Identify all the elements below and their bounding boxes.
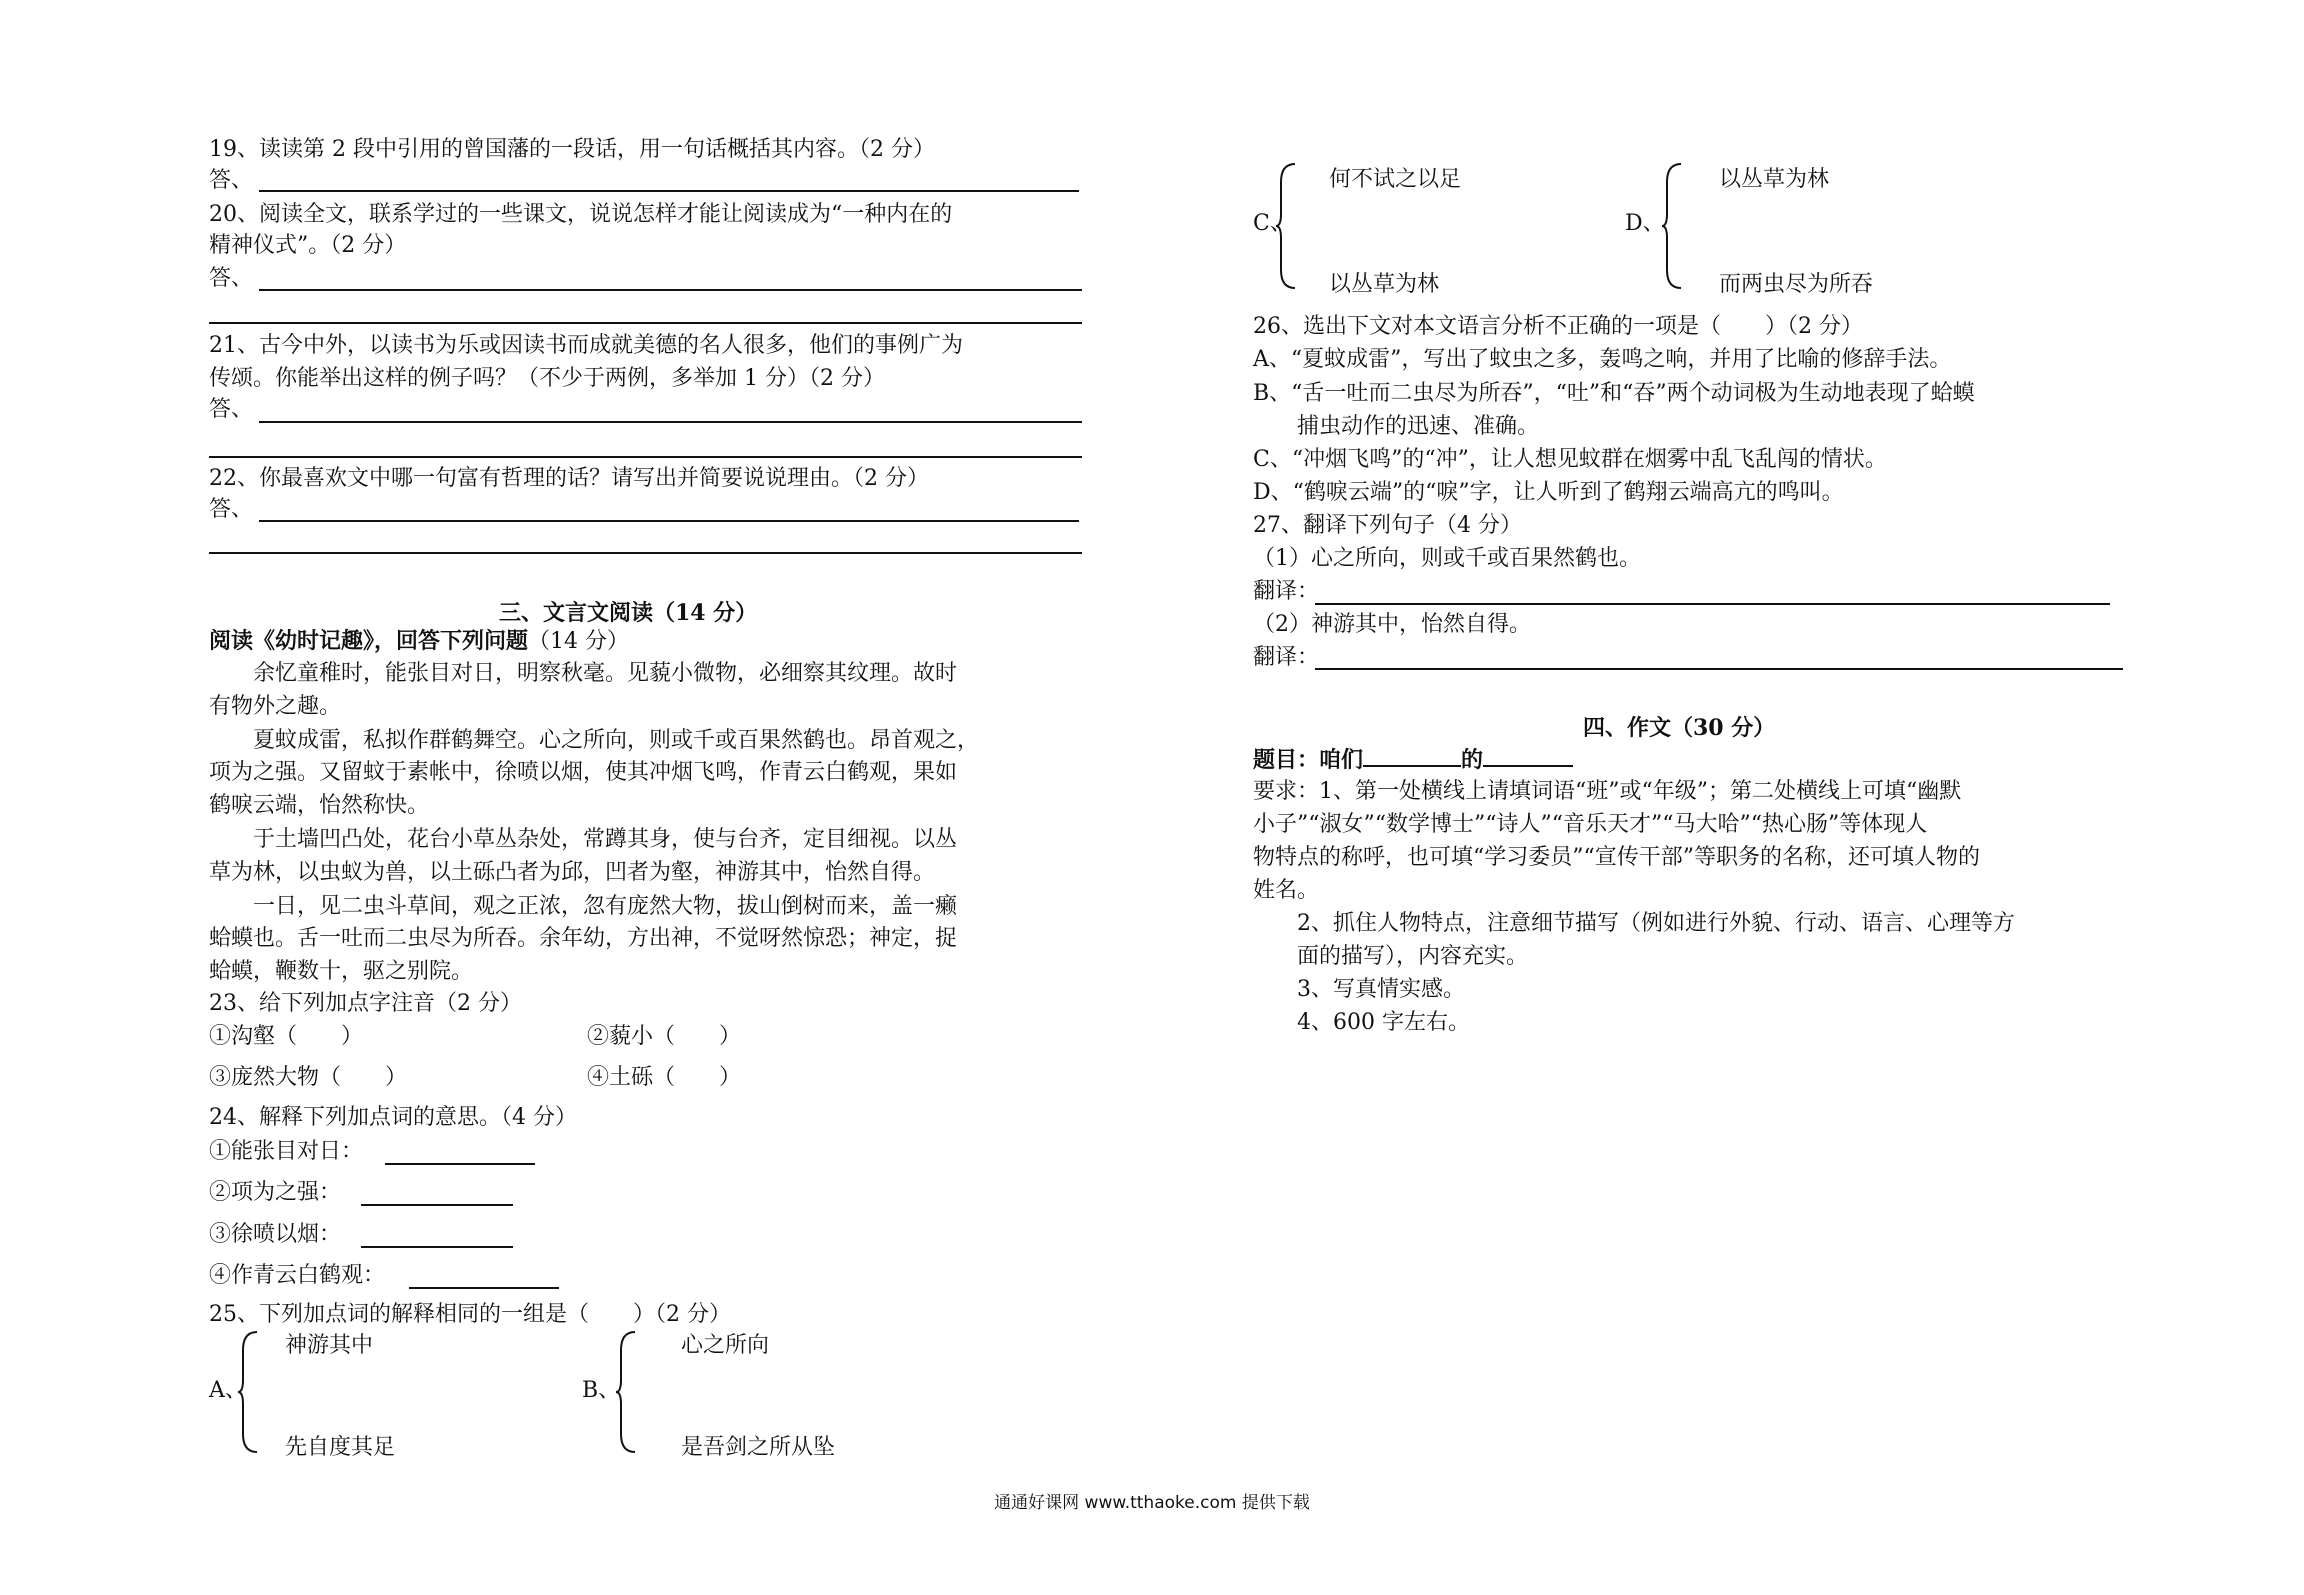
- section-4-title: 四、作文（30 分）: [1583, 715, 1776, 741]
- section-3-title: 三、文言文阅读（14 分）: [499, 600, 758, 626]
- q23-item-a: ①沟壑（ ）: [209, 1024, 364, 1049]
- reading-title-bold: 阅读《幼时记趣》，回答下列问题: [209, 628, 529, 654]
- answer-blank: [361, 1204, 513, 1206]
- answer-blank: [385, 1163, 535, 1165]
- question-22: 22、你最喜欢文中哪一句富有哲理的话？请写出并简要说说理由。（2 分）: [209, 466, 929, 491]
- answer-line: [209, 322, 1082, 324]
- translate-label: 翻译：: [1253, 579, 1320, 604]
- answer-label: 答、: [209, 397, 254, 422]
- translate-line: [1315, 603, 2110, 605]
- q26-option-b-line1: B、“舌一吐而二虫尽为所吞”，“吐”和“吞”两个动词极为生动地表现了蛤蟆: [1253, 381, 1975, 406]
- brace-icon: [237, 1330, 259, 1454]
- answer-line: [209, 456, 1082, 458]
- requirement-line4: 姓名。: [1253, 878, 1320, 903]
- answer-line: [259, 190, 1079, 192]
- q24-item-a: ①能张目对日：: [209, 1139, 364, 1164]
- topic-blank-2: [1483, 745, 1573, 767]
- topic-middle: 的: [1461, 747, 1484, 773]
- question-21-line2: 传颂。你能举出这样的例子吗？（不少于两例，多举加 1 分）（2 分）: [209, 366, 885, 391]
- translate-label: 翻译：: [1253, 645, 1320, 670]
- passage-p2-line1: 夏蚊成雷，私拟作群鹤舞空。心之所向，则或千或百果然鹤也。昂首观之，: [253, 728, 980, 753]
- q25-option-a-item2: 先自度其足: [285, 1435, 396, 1460]
- requirement-2-line2: 面的描写），内容充实。: [1297, 944, 1529, 969]
- passage-p2-line3: 鹤唳云端，怡然称快。: [209, 793, 430, 818]
- passage-p1-line1: 余忆童稚时，能张目对日，明察秋毫。见藐小微物，必细察其纹理。故时: [253, 661, 958, 686]
- passage-p2-line2: 项为之强。又留蚊于素帐中，徐喷以烟，使其冲烟飞鸣，作青云白鹤观，果如: [209, 760, 958, 785]
- q25-option-b-label: B、: [582, 1378, 621, 1403]
- q23-item-d: ④土砾（ ）: [587, 1065, 742, 1090]
- answer-line: [209, 552, 1082, 554]
- requirement-line1: 要求：1、第一处横线上请填词语“班”或“年级”；第二处横线上可填“幽默: [1253, 779, 1962, 804]
- topic-prefix: 题目：咱们: [1253, 747, 1364, 773]
- question-19: 19、读读第 2 段中引用的曾国藩的一段话，用一句话概括其内容。（2 分）: [209, 137, 935, 162]
- q25-option-a-item1: 神游其中: [285, 1333, 374, 1358]
- topic-blank-1: [1363, 745, 1461, 767]
- answer-label: 答、: [209, 266, 254, 291]
- q25-option-c-item1: 何不试之以足: [1329, 167, 1462, 192]
- q25-option-d-label: D、: [1625, 211, 1665, 236]
- q23-item-b: ②藐小（ ）: [587, 1024, 742, 1049]
- q25-option-c-item2: 以丛草为林: [1329, 272, 1440, 297]
- q25-option-d-item2: 而两虫尽为所吞: [1719, 272, 1874, 297]
- q25-option-a-label: A、: [209, 1378, 247, 1403]
- requirement-3: 3、写真情实感。: [1297, 977, 1465, 1002]
- q27-item-1: （1）心之所向，则或千或百果然鹤也。: [1253, 546, 1641, 571]
- q27-item-2: （2）神游其中，怡然自得。: [1253, 612, 1531, 637]
- q26-option-d: D、“鹤唳云端”的“唳”字，让人听到了鹤翔云端高亢的鸣叫。: [1253, 480, 1844, 505]
- answer-line: [259, 520, 1079, 522]
- q24-item-b: ②项为之强：: [209, 1180, 342, 1205]
- brace-icon: [1275, 162, 1297, 290]
- question-24: 24、解释下列加点词的意思。（4 分）: [209, 1105, 577, 1130]
- answer-line: [259, 421, 1082, 423]
- question-27: 27、翻译下列句子（4 分）: [1253, 513, 1522, 538]
- passage-p3-line2: 草为林，以虫蚁为兽，以土砾凸者为邱，凹者为壑，神游其中，怡然自得。: [209, 860, 936, 885]
- q25-option-d-item1: 以丛草为林: [1719, 167, 1830, 192]
- q26-option-b-line2: 捕虫动作的迅速、准确。: [1297, 414, 1540, 439]
- passage-p1-line2: 有物外之趣。: [209, 694, 342, 719]
- requirement-line2: 小子”“淑女”“数学博士”“诗人”“音乐天才”“马大哈”“热心肠”等体现人: [1253, 812, 1928, 837]
- translate-line: [1315, 668, 2123, 670]
- passage-p4-line2: 蛤蟆也。舌一吐而二虫尽为所吞。余年幼，方出神，不觉呀然惊恐；神定，捉: [209, 926, 958, 951]
- passage-p4-line3: 蛤蟆，鞭数十，驱之别院。: [209, 959, 474, 984]
- reading-score: （14 分）: [528, 629, 630, 654]
- footer-source: 通通好课网 www.tthaoke.com 提供下载: [994, 1493, 1310, 1513]
- q26-option-c: C、“冲烟飞鸣”的“冲”，让人想见蚊群在烟雾中乱飞乱闯的情状。: [1253, 447, 1887, 472]
- question-26: 26、选出下文对本文语言分析不正确的一项是（ ）（2 分）: [1253, 314, 1863, 339]
- brace-icon: [615, 1330, 637, 1454]
- question-20-line1: 20、阅读全文，联系学过的一些课文，说说怎样才能让阅读成为“一种内在的: [209, 202, 953, 227]
- essay-topic: [1253, 745, 1573, 774]
- brace-icon: [1661, 162, 1683, 290]
- question-25: 25、下列加点词的解释相同的一组是（ ）（2 分）: [209, 1302, 731, 1327]
- question-20-line2: 精神仪式”。（2 分）: [209, 233, 407, 258]
- reading-title: [209, 627, 629, 656]
- q25-option-b-item1: 心之所向: [681, 1333, 770, 1358]
- requirement-2-line1: 2、抓住人物特点，注意细节描写（例如进行外貌、行动、语言、心理等方: [1297, 911, 2015, 936]
- requirement-line3: 物特点的称呼，也可填“学习委员”“宣传干部”等职务的名称，还可填人物的: [1253, 845, 1980, 870]
- q24-item-c: ③徐喷以烟：: [209, 1222, 342, 1247]
- answer-line: [259, 289, 1082, 291]
- passage-p4-line1: 一日，见二虫斗草间，观之正浓，忽有庞然大物，拔山倒树而来，盖一癞: [253, 894, 958, 919]
- q23-item-c: ③庞然大物（ ）: [209, 1065, 408, 1090]
- answer-blank: [409, 1287, 559, 1289]
- q24-item-d: ④作青云白鹤观：: [209, 1263, 386, 1288]
- q26-option-a: A、“夏蚊成雷”，写出了蚊虫之多，轰鸣之响，并用了比喻的修辞手法。: [1253, 347, 1952, 372]
- question-21-line1: 21、古今中外，以读书为乐或因读书而成就美德的名人很多，他们的事例广为: [209, 333, 963, 358]
- answer-blank: [361, 1246, 513, 1248]
- question-23: 23、给下列加点字注音（2 分）: [209, 991, 522, 1016]
- q25-option-b-item2: 是吾剑之所从坠: [681, 1435, 836, 1460]
- q25-option-c-label: C、: [1253, 211, 1292, 236]
- passage-p3-line1: 于土墙凹凸处，花台小草丛杂处，常蹲其身，使与台齐，定目细视。以丛: [253, 827, 958, 852]
- answer-label: 答、: [209, 497, 254, 522]
- answer-label: 答、: [209, 168, 254, 193]
- requirement-4: 4、600 字左右。: [1297, 1010, 1470, 1035]
